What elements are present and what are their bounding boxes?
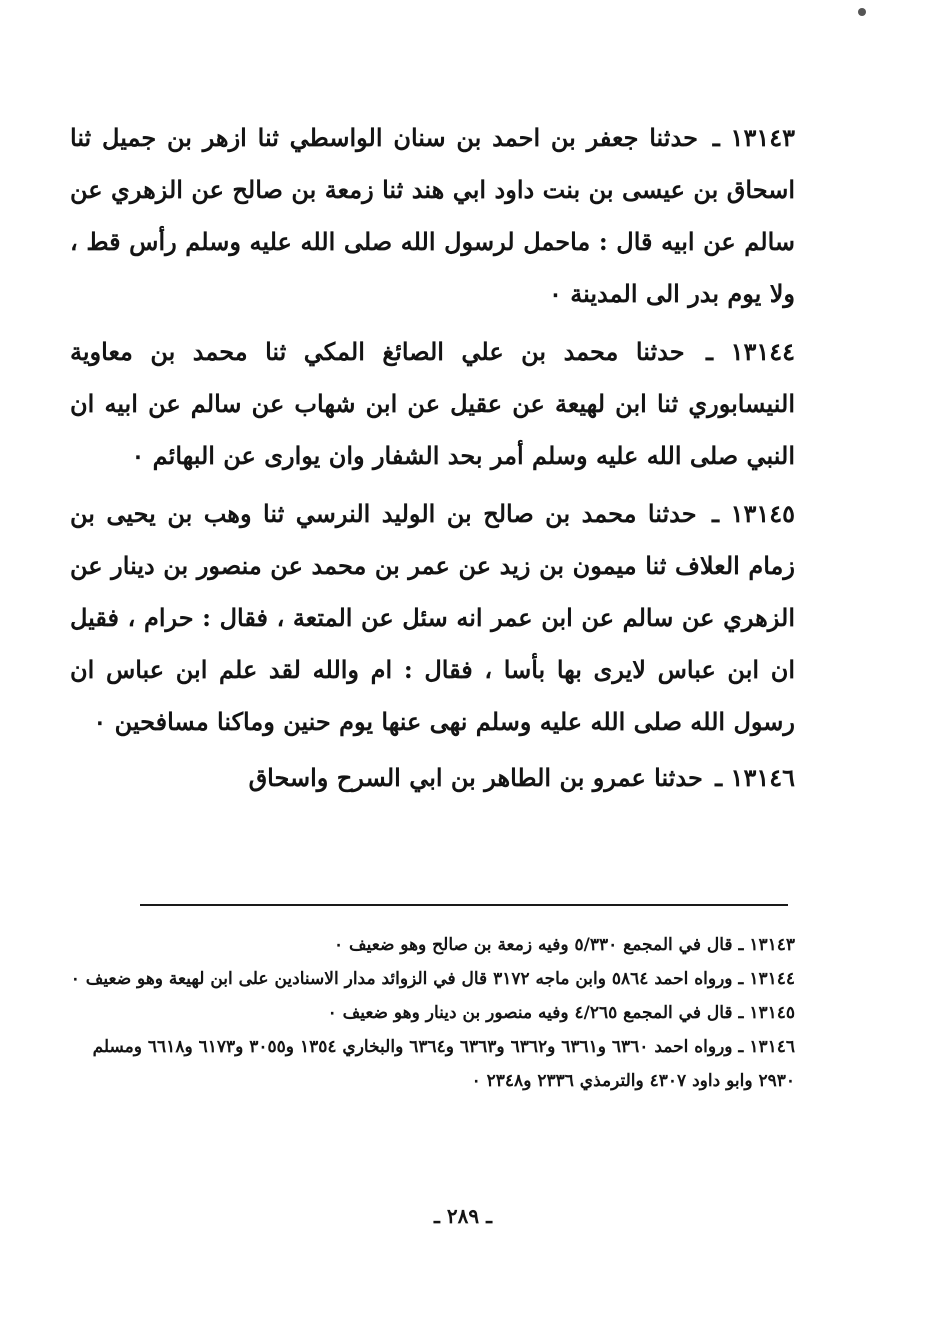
footnote: ١٣١٤٥ ـ قال في المجمع ٤/٢٦٥ وفيه منصور بن دينار وهو ضعيف ٠ xyxy=(327,1003,795,1023)
hadith-text: حدثنا محمد بن صالح بن الوليد النرسي ثنا وهب بن يحيى بن زمام العلاف ثنا ميمون بن زيد عن عمر بن محمد عن منصور بن دينار عن الزهري عن سالم عن ابن عمر انه سئل عن المتعة ، فقال : حرام ، فقيل ان ابن عباس لايرى بها بأسا ، فقال : ام والله لقد علم ابن عباس ان رسول الله صلى الله عليه وسلم نهى عنها يوم حنين وماكنا مسافحين ٠ xyxy=(70,499,795,736)
footnotes xyxy=(70,928,795,1098)
hadith-number: ١٣١٤٤ ـ xyxy=(706,337,796,366)
hadith-text: حدثنا محمد بن علي الصائغ المكي ثنا محمد بن معاوية النيسابوري ثنا ابن لهيعة عن عقيل عن ابن شهاب عن سالم عن ابيه ان النبي صلى الله عليه وسلم أمر بحد الشفار وان يوارى عن البهائم ٠ xyxy=(70,337,795,470)
hadith-entry xyxy=(70,488,795,748)
hadith-entry xyxy=(70,326,795,482)
main-text xyxy=(70,112,795,804)
footnote: ١٣١٤٤ ـ ورواه احمد ٥٨٦٤ وابن ماجه ٣١٧٢ قال في الزوائد مدار الاسنادين على ابن لهيعة وهو ضعيف ٠ xyxy=(70,969,795,989)
hadith-text: حدثنا جعفر بن احمد بن سنان الواسطي ثنا ازهر بن جميل ثنا اسحاق بن عيسى بن بنت داود ابي هند ثنا زمعة بن صالح عن الزهري عن سالم عن ابيه قال : ماحمل لرسول الله صلى الله عليه وسلم رأس قط ، ولا يوم بدر الى المدينة ٠ xyxy=(70,123,795,308)
page-number: ـ ٢٨٩ ـ xyxy=(434,1204,492,1228)
footnote-divider xyxy=(140,904,788,906)
hadith-entry xyxy=(70,752,795,804)
footnote: ١٣١٤٣ ـ قال في المجمع ٥/٣٣٠ وفيه زمعة بن صالح وهو ضعيف ٠ xyxy=(333,935,795,955)
hadith-number: ١٣١٤٦ ـ xyxy=(715,763,795,792)
hadith-number: ١٣١٤٥ ـ xyxy=(712,499,796,528)
hadith-text: حدثنا عمرو بن الطاهر بن ابي السرح واسحاق xyxy=(248,763,703,792)
footnote: ١٣١٤٦ ـ ورواه احمد ٦٣٦٠ و٦٣٦١ و٦٣٦٢ و٦٣٦٣ و٦٣٦٤ والبخاري ١٣٥٤ و٣٠٥٥ و٦١٧٣ و٦٦١٨ ومسلم ٢٩٣٠ وابو داود ٤٣٠٧ والترمذي ٢٣٣٦ و٢٣٤٨ ٠ xyxy=(92,1037,795,1091)
hadith-number: ١٣١٤٣ ـ xyxy=(712,123,795,152)
scan-speck xyxy=(858,8,866,16)
hadith-entry xyxy=(70,112,795,320)
